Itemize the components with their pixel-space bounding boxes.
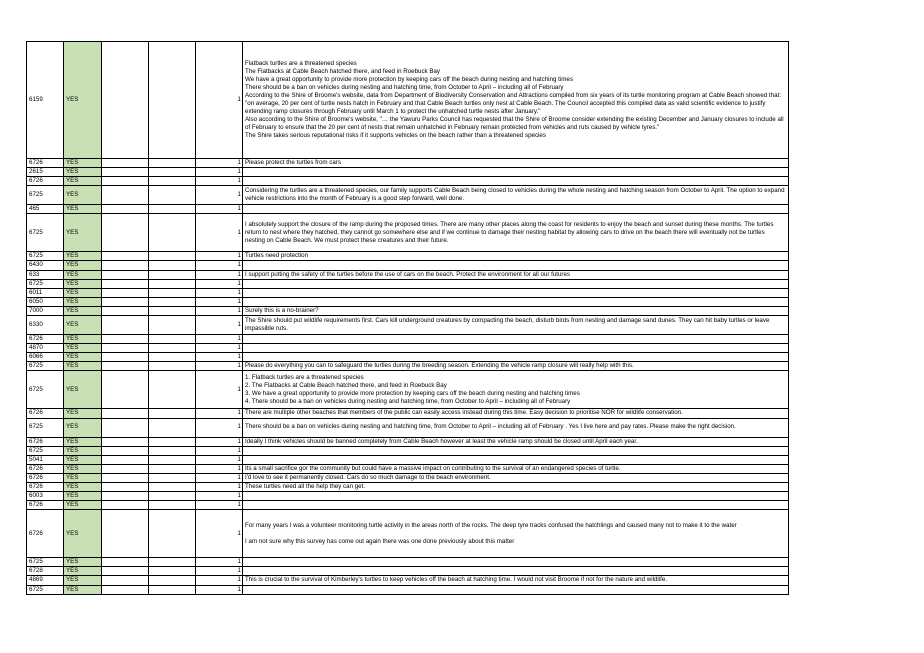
empty-cell[interactable] bbox=[149, 279, 196, 288]
comment-line bbox=[245, 530, 786, 538]
count-cell[interactable]: 1 bbox=[196, 279, 243, 288]
postcode-cell[interactable]: 6011 bbox=[27, 288, 64, 297]
empty-cell[interactable] bbox=[149, 353, 196, 362]
count-cell[interactable]: 1 bbox=[196, 270, 243, 279]
comment-line: 4. There should be a ban on vehicles during nesting and hatching time, from October to April – including all of February bbox=[245, 398, 571, 405]
comment-line: There are multiple other beaches that members of the public can easily access instead during this time. Easy decision to prioritise NOR for wildlife conservation. bbox=[245, 409, 683, 417]
postcode-cell[interactable]: 6726 bbox=[27, 335, 64, 344]
empty-cell[interactable] bbox=[102, 177, 149, 186]
response-cell[interactable]: YES bbox=[64, 252, 102, 261]
postcode-cell[interactable]: 5041 bbox=[27, 455, 64, 464]
table-row bbox=[27, 214, 789, 252]
empty-cell[interactable] bbox=[149, 288, 196, 297]
comment-cell[interactable] bbox=[243, 270, 789, 279]
table-row bbox=[27, 510, 789, 558]
comment-cell[interactable] bbox=[243, 42, 789, 159]
comment-cell[interactable] bbox=[243, 177, 789, 186]
count-cell[interactable]: 1 bbox=[196, 353, 243, 362]
empty-cell[interactable] bbox=[149, 371, 196, 409]
empty-cell[interactable] bbox=[102, 455, 149, 464]
comment-line: Please protect the turtles from cars bbox=[245, 159, 341, 166]
empty-cell[interactable] bbox=[102, 501, 149, 510]
comment-cell[interactable] bbox=[243, 437, 789, 446]
empty-cell[interactable] bbox=[149, 576, 196, 585]
comment-line: Ideally I think vehicles should be banned completely from Cable Beach however at least the vehicle ramp should be closed until April each year. bbox=[245, 437, 638, 445]
comment-line: The Shire takes serious reputational risks if it supports vehicles on the beach rather than a threatened species bbox=[245, 132, 546, 140]
table-row bbox=[27, 42, 789, 159]
response-cell[interactable]: YES bbox=[64, 270, 102, 279]
response-cell[interactable]: YES bbox=[64, 186, 102, 205]
empty-cell[interactable] bbox=[102, 585, 149, 594]
postcode-cell[interactable]: 6725 bbox=[27, 214, 64, 252]
comment-cell[interactable] bbox=[243, 464, 789, 473]
count-cell[interactable]: 1 bbox=[196, 344, 243, 353]
response-cell[interactable]: YES bbox=[64, 371, 102, 409]
postcode-cell[interactable]: 6728 bbox=[27, 567, 64, 576]
comment-line: 1. Flatback turtles are a threatened species bbox=[245, 373, 364, 381]
response-cell[interactable]: YES bbox=[64, 159, 102, 168]
empty-cell[interactable] bbox=[149, 501, 196, 510]
comment-cell[interactable] bbox=[243, 492, 789, 501]
empty-cell[interactable] bbox=[149, 510, 196, 558]
postcode-cell[interactable]: 2615 bbox=[27, 168, 64, 177]
postcode-cell[interactable]: 6726 bbox=[27, 510, 64, 558]
response-cell[interactable]: YES bbox=[64, 205, 102, 214]
postcode-cell[interactable]: 6726 bbox=[27, 464, 64, 473]
empty-cell[interactable] bbox=[149, 261, 196, 270]
count-cell[interactable]: 1 bbox=[196, 371, 243, 409]
count-cell[interactable]: 1 bbox=[196, 473, 243, 482]
empty-cell[interactable] bbox=[149, 482, 196, 491]
comment-line: 2. The Flatbacks at Cable Beach hatched there, and feed in Roebuck Bay bbox=[245, 381, 447, 389]
comment-line: I'd love to see it permanently closed. Cars do so much damage to the beach environment. bbox=[245, 473, 491, 481]
comment-cell[interactable] bbox=[243, 335, 789, 344]
empty-cell[interactable] bbox=[102, 306, 149, 315]
comment-line: I am not sure why this survey has come out again there was one done previously about this matter bbox=[245, 537, 515, 545]
comment-cell[interactable] bbox=[243, 409, 789, 418]
response-cell[interactable]: YES bbox=[64, 306, 102, 315]
comment-cell[interactable] bbox=[243, 558, 789, 567]
empty-cell[interactable] bbox=[149, 335, 196, 344]
count-cell[interactable]: 1 bbox=[196, 455, 243, 464]
empty-cell[interactable] bbox=[149, 558, 196, 567]
count-cell[interactable]: 1 bbox=[196, 585, 243, 594]
postcode-cell[interactable]: 6725 bbox=[27, 362, 64, 371]
empty-cell[interactable] bbox=[102, 205, 149, 214]
empty-cell[interactable] bbox=[149, 270, 196, 279]
empty-cell[interactable] bbox=[102, 567, 149, 576]
count-cell[interactable]: 1 bbox=[196, 576, 243, 585]
table-row bbox=[27, 455, 789, 464]
count-cell[interactable]: 1 bbox=[196, 437, 243, 446]
postcode-cell[interactable]: 6725 bbox=[27, 186, 64, 205]
table-row bbox=[27, 252, 789, 261]
empty-cell[interactable] bbox=[102, 446, 149, 455]
empty-cell[interactable] bbox=[102, 409, 149, 418]
empty-cell[interactable] bbox=[149, 362, 196, 371]
count-cell[interactable]: 1 bbox=[196, 177, 243, 186]
comment-line: I absolutely support the closure of the ramp during the proposed times. There are many other places along the coast for residents to enjoy the beach and sunset during these months. The turtles return to nest where they hatched, they cannot go somewhere else and if we continue to damage their nesting habitat by allowing cars to drive on the beach there will eventually not be turtles nesting on Cable Beach. We must protect these creatures and their future. bbox=[245, 220, 774, 244]
empty-cell[interactable] bbox=[102, 279, 149, 288]
table-row bbox=[27, 186, 789, 205]
empty-cell[interactable] bbox=[102, 261, 149, 270]
empty-cell[interactable] bbox=[149, 464, 196, 473]
empty-cell[interactable] bbox=[102, 437, 149, 446]
postcode-cell[interactable]: 6159 bbox=[27, 42, 64, 159]
empty-cell[interactable] bbox=[102, 344, 149, 353]
response-cell[interactable]: YES bbox=[64, 576, 102, 585]
response-cell[interactable]: YES bbox=[64, 297, 102, 306]
postcode-cell[interactable]: 6726 bbox=[27, 473, 64, 482]
table-row bbox=[27, 558, 789, 567]
empty-cell[interactable] bbox=[102, 482, 149, 491]
count-cell[interactable]: 1 bbox=[196, 316, 243, 335]
comment-line: This is crucial to the survival of Kimberley's turtles to keep vehicles off the beach at hatching time. I would not visit Broome if not for the nature and wildlife. bbox=[245, 576, 668, 584]
comment-cell[interactable] bbox=[243, 455, 789, 464]
empty-cell[interactable] bbox=[149, 297, 196, 306]
response-cell[interactable]: YES bbox=[64, 177, 102, 186]
empty-cell[interactable] bbox=[102, 316, 149, 335]
table-row bbox=[27, 576, 789, 585]
table-row bbox=[27, 567, 789, 576]
spreadsheet-body bbox=[27, 42, 789, 595]
comment-line: We have a great opportunity to provide more protection by keeping cars off the beach during nesting and hatching times bbox=[245, 75, 573, 83]
comment-cell[interactable] bbox=[243, 306, 789, 315]
table-row bbox=[27, 261, 789, 270]
table-row bbox=[27, 177, 789, 186]
count-cell[interactable]: 1 bbox=[196, 159, 243, 168]
empty-cell[interactable] bbox=[102, 418, 149, 437]
count-cell[interactable]: 1 bbox=[196, 362, 243, 371]
response-cell[interactable]: YES bbox=[64, 585, 102, 594]
comment-line: For many years I was a volunteer monitoring turtle activity in the areas north of the rocks. The deep tyre tracks confused the hatchlings and caused many not to make it to the water bbox=[245, 521, 737, 529]
count-cell[interactable]: 1 bbox=[196, 42, 243, 159]
empty-cell[interactable] bbox=[149, 159, 196, 168]
empty-cell[interactable] bbox=[102, 473, 149, 482]
empty-cell[interactable] bbox=[149, 186, 196, 205]
comment-cell[interactable] bbox=[243, 576, 789, 585]
count-cell[interactable]: 1 bbox=[196, 168, 243, 177]
response-cell[interactable]: YES bbox=[64, 214, 102, 252]
table-row bbox=[27, 473, 789, 482]
comment-cell[interactable] bbox=[243, 418, 789, 437]
empty-cell[interactable] bbox=[149, 455, 196, 464]
response-cell[interactable]: YES bbox=[64, 437, 102, 446]
count-cell[interactable]: 1 bbox=[196, 482, 243, 491]
empty-cell[interactable] bbox=[149, 252, 196, 261]
comment-cell[interactable] bbox=[243, 205, 789, 214]
count-cell[interactable]: 1 bbox=[196, 567, 243, 576]
postcode-cell[interactable]: 7000 bbox=[27, 306, 64, 315]
comment-cell[interactable] bbox=[243, 288, 789, 297]
comment-cell[interactable] bbox=[243, 510, 789, 558]
table-row bbox=[27, 205, 789, 214]
empty-cell[interactable] bbox=[149, 418, 196, 437]
count-cell[interactable]: 1 bbox=[196, 205, 243, 214]
table-row bbox=[27, 353, 789, 362]
response-cell[interactable]: YES bbox=[64, 261, 102, 270]
response-cell[interactable]: YES bbox=[64, 446, 102, 455]
empty-cell[interactable] bbox=[149, 42, 196, 159]
comment-cell[interactable] bbox=[243, 186, 789, 205]
count-cell[interactable]: 1 bbox=[196, 418, 243, 437]
count-cell[interactable]: 1 bbox=[196, 464, 243, 473]
table-row bbox=[27, 297, 789, 306]
count-cell[interactable]: 1 bbox=[196, 409, 243, 418]
table-row bbox=[27, 371, 789, 409]
response-cell[interactable]: YES bbox=[64, 482, 102, 491]
response-cell[interactable]: YES bbox=[64, 42, 102, 159]
postcode-cell[interactable]: 6726 bbox=[27, 482, 64, 491]
comment-cell[interactable] bbox=[243, 344, 789, 353]
comment-cell[interactable] bbox=[243, 362, 789, 371]
empty-cell[interactable] bbox=[149, 473, 196, 482]
empty-cell[interactable] bbox=[102, 186, 149, 205]
empty-cell[interactable] bbox=[149, 177, 196, 186]
postcode-cell[interactable]: 6726 bbox=[27, 501, 64, 510]
response-cell[interactable]: YES bbox=[64, 473, 102, 482]
table-row bbox=[27, 288, 789, 297]
comment-line: Please do everything you can to safeguard the turtles during the breeding season. Extending the vehicle ramp closure will really help with this. bbox=[245, 362, 634, 370]
comment-line: I support putting the safety of the turtles before the use of cars on the beach. Protect the environment for all our futures bbox=[245, 270, 571, 278]
comment-cell[interactable] bbox=[243, 501, 789, 510]
table-row bbox=[27, 482, 789, 491]
response-cell[interactable]: YES bbox=[64, 455, 102, 464]
table-row bbox=[27, 501, 789, 510]
postcode-cell[interactable]: 465 bbox=[27, 205, 64, 214]
count-cell[interactable]: 1 bbox=[196, 288, 243, 297]
empty-cell[interactable] bbox=[102, 159, 149, 168]
table-row bbox=[27, 464, 789, 473]
table-row bbox=[27, 159, 789, 168]
postcode-cell[interactable]: 6725 bbox=[27, 252, 64, 261]
postcode-cell[interactable]: 6725 bbox=[27, 371, 64, 409]
empty-cell[interactable] bbox=[102, 362, 149, 371]
comment-cell[interactable] bbox=[243, 261, 789, 270]
comment-cell[interactable] bbox=[243, 297, 789, 306]
postcode-cell[interactable]: 4869 bbox=[27, 576, 64, 585]
comment-cell[interactable] bbox=[243, 473, 789, 482]
response-cell[interactable]: YES bbox=[64, 409, 102, 418]
count-cell[interactable]: 1 bbox=[196, 492, 243, 501]
response-cell[interactable]: YES bbox=[64, 501, 102, 510]
comment-line: Also according to the Shire of Broome's website, "… the Yawuru Parks Council has requested that the Shire of Broome consider extending the existing December and January closures to include all of February to ensure that the 20 per cent of nests that remain unhatched in February remain protected from vehicles and ruts caused by vehicle tyres." bbox=[245, 116, 784, 132]
postcode-cell[interactable]: 6725 bbox=[27, 558, 64, 567]
comment-cell[interactable] bbox=[243, 353, 789, 362]
comment-cell[interactable] bbox=[243, 371, 789, 409]
postcode-cell[interactable]: 6330 bbox=[27, 316, 64, 335]
response-cell[interactable]: YES bbox=[64, 418, 102, 437]
response-cell[interactable]: YES bbox=[64, 510, 102, 558]
postcode-cell[interactable]: 6003 bbox=[27, 492, 64, 501]
comment-line: 3. We have a great opportunity to provide more protection by keeping cars off the beach during nesting and hatching times bbox=[245, 389, 580, 397]
survey-spreadsheet bbox=[26, 41, 789, 595]
empty-cell[interactable] bbox=[102, 214, 149, 252]
comment-cell[interactable] bbox=[243, 168, 789, 177]
count-cell[interactable]: 1 bbox=[196, 446, 243, 455]
empty-cell[interactable] bbox=[149, 492, 196, 501]
empty-cell[interactable] bbox=[102, 270, 149, 279]
table-row bbox=[27, 316, 789, 335]
table-row bbox=[27, 362, 789, 371]
empty-cell[interactable] bbox=[149, 585, 196, 594]
postcode-cell[interactable]: 633 bbox=[27, 270, 64, 279]
postcode-cell[interactable]: 6726 bbox=[27, 159, 64, 168]
table-row bbox=[27, 418, 789, 437]
table-row bbox=[27, 168, 789, 177]
comment-cell[interactable] bbox=[243, 214, 789, 252]
response-cell[interactable]: YES bbox=[64, 567, 102, 576]
empty-cell[interactable] bbox=[149, 344, 196, 353]
empty-cell[interactable] bbox=[149, 567, 196, 576]
count-cell[interactable]: 1 bbox=[196, 510, 243, 558]
postcode-cell[interactable]: 6430 bbox=[27, 261, 64, 270]
table-row bbox=[27, 306, 789, 315]
response-cell[interactable]: YES bbox=[64, 288, 102, 297]
table-row bbox=[27, 335, 789, 344]
comment-cell[interactable] bbox=[243, 585, 789, 594]
comment-line: Flatback turtles are a threatened species bbox=[245, 59, 357, 67]
empty-cell[interactable] bbox=[102, 558, 149, 567]
postcode-cell[interactable]: 6725 bbox=[27, 418, 64, 437]
table-row bbox=[27, 446, 789, 455]
comment-line: The Shire should put wildlife requirements first. Cars kill underground creatures by compacting the beach, disturb birds from nesting and damage sand dunes. They can hit baby turtles or leave impassible ruts. bbox=[245, 316, 770, 333]
comment-cell[interactable] bbox=[243, 482, 789, 491]
postcode-cell[interactable]: 4870 bbox=[27, 344, 64, 353]
empty-cell[interactable] bbox=[102, 252, 149, 261]
empty-cell[interactable] bbox=[102, 168, 149, 177]
empty-cell[interactable] bbox=[149, 446, 196, 455]
table-row bbox=[27, 437, 789, 446]
empty-cell[interactable] bbox=[102, 288, 149, 297]
empty-cell[interactable] bbox=[102, 464, 149, 473]
empty-cell[interactable] bbox=[102, 42, 149, 159]
comment-line: These turtles need all the help they can get. bbox=[245, 482, 366, 490]
count-cell[interactable]: 1 bbox=[196, 335, 243, 344]
postcode-cell[interactable]: 6726 bbox=[27, 437, 64, 446]
comment-line: Considering the turtles are a threatened species, our family supports Cable Beach being closed to vehicles during the whole nesting and hatching season from October to April. The option to expand vehicle restrictions into the month of February is a good step forward, well done. bbox=[245, 187, 785, 203]
comment-line: The Flatbacks at Cable Beach hatched there, and feed in Roebuck Bay bbox=[245, 67, 441, 75]
count-cell[interactable]: 1 bbox=[196, 306, 243, 315]
count-cell[interactable]: 1 bbox=[196, 501, 243, 510]
postcode-cell[interactable]: 6725 bbox=[27, 585, 64, 594]
empty-cell[interactable] bbox=[102, 353, 149, 362]
count-cell[interactable]: 1 bbox=[196, 558, 243, 567]
empty-cell[interactable] bbox=[149, 409, 196, 418]
response-cell[interactable]: YES bbox=[64, 558, 102, 567]
response-cell[interactable]: YES bbox=[64, 362, 102, 371]
response-cell[interactable]: YES bbox=[64, 279, 102, 288]
postcode-cell[interactable]: 6066 bbox=[27, 353, 64, 362]
postcode-cell[interactable]: 6725 bbox=[27, 279, 64, 288]
response-cell[interactable]: YES bbox=[64, 335, 102, 344]
empty-cell[interactable] bbox=[102, 510, 149, 558]
postcode-cell[interactable]: 6726 bbox=[27, 177, 64, 186]
table-row bbox=[27, 344, 789, 353]
response-cell[interactable]: YES bbox=[64, 464, 102, 473]
count-cell[interactable]: 1 bbox=[196, 297, 243, 306]
comment-line: Turtles need protection bbox=[245, 252, 309, 260]
count-cell[interactable]: 1 bbox=[196, 261, 243, 270]
response-cell[interactable]: YES bbox=[64, 353, 102, 362]
comment-cell[interactable] bbox=[243, 446, 789, 455]
response-cell[interactable]: YES bbox=[64, 492, 102, 501]
response-cell[interactable]: YES bbox=[64, 168, 102, 177]
comment-line: According to the Shire of Broome's website, data from Department of Biodiversity Conservation and Attractions compiled from six years of its turtle monitoring program at Cable Beach showed that: "on average, 20 per cent of turtle nests hatch in February and that Cable Beach turtles only nest at Cable Beach. The Council accepted this compiled data as valid scientific evidence to justify extending ramp closures through February until March 1 to protect the unhatched turtle nests after January." bbox=[245, 91, 781, 116]
postcode-cell[interactable]: 6725 bbox=[27, 446, 64, 455]
comment-cell[interactable] bbox=[243, 316, 789, 335]
comment-cell[interactable] bbox=[243, 567, 789, 576]
comment-line: Its a small sacrifice gor the community but could have a massive impact on contributing to the survival of an endangered species of turtle. bbox=[245, 464, 621, 472]
empty-cell[interactable] bbox=[102, 576, 149, 585]
comment-line: There should be a ban on vehicles during nesting and hatching time, from October to April – including all of February bbox=[245, 83, 564, 91]
comment-cell[interactable] bbox=[243, 159, 789, 168]
postcode-cell[interactable]: 6050 bbox=[27, 297, 64, 306]
empty-cell[interactable] bbox=[102, 371, 149, 409]
count-cell[interactable]: 1 bbox=[196, 252, 243, 261]
response-cell[interactable]: YES bbox=[64, 316, 102, 335]
empty-cell[interactable] bbox=[102, 492, 149, 501]
empty-cell[interactable] bbox=[149, 205, 196, 214]
empty-cell[interactable] bbox=[149, 168, 196, 177]
empty-cell[interactable] bbox=[149, 214, 196, 252]
count-cell[interactable]: 1 bbox=[196, 214, 243, 252]
table-row bbox=[27, 279, 789, 288]
count-cell[interactable]: 1 bbox=[196, 186, 243, 205]
empty-cell[interactable] bbox=[149, 306, 196, 315]
table-row bbox=[27, 585, 789, 594]
empty-cell[interactable] bbox=[149, 316, 196, 335]
comment-line: Surely this is a no-brainer? bbox=[245, 306, 319, 314]
comment-cell[interactable] bbox=[243, 252, 789, 261]
table-row bbox=[27, 270, 789, 279]
table-row bbox=[27, 409, 789, 418]
empty-cell[interactable] bbox=[102, 335, 149, 344]
table-row bbox=[27, 492, 789, 501]
comment-line: There should be a ban on vehicles during nesting and hatching time, from October to April – including all of February . Yes I live here and pay rates. Please make the right decision. bbox=[245, 423, 736, 431]
postcode-cell[interactable]: 6726 bbox=[27, 409, 64, 418]
empty-cell[interactable] bbox=[102, 297, 149, 306]
empty-cell[interactable] bbox=[149, 437, 196, 446]
comment-cell[interactable] bbox=[243, 279, 789, 288]
response-cell[interactable]: YES bbox=[64, 344, 102, 353]
